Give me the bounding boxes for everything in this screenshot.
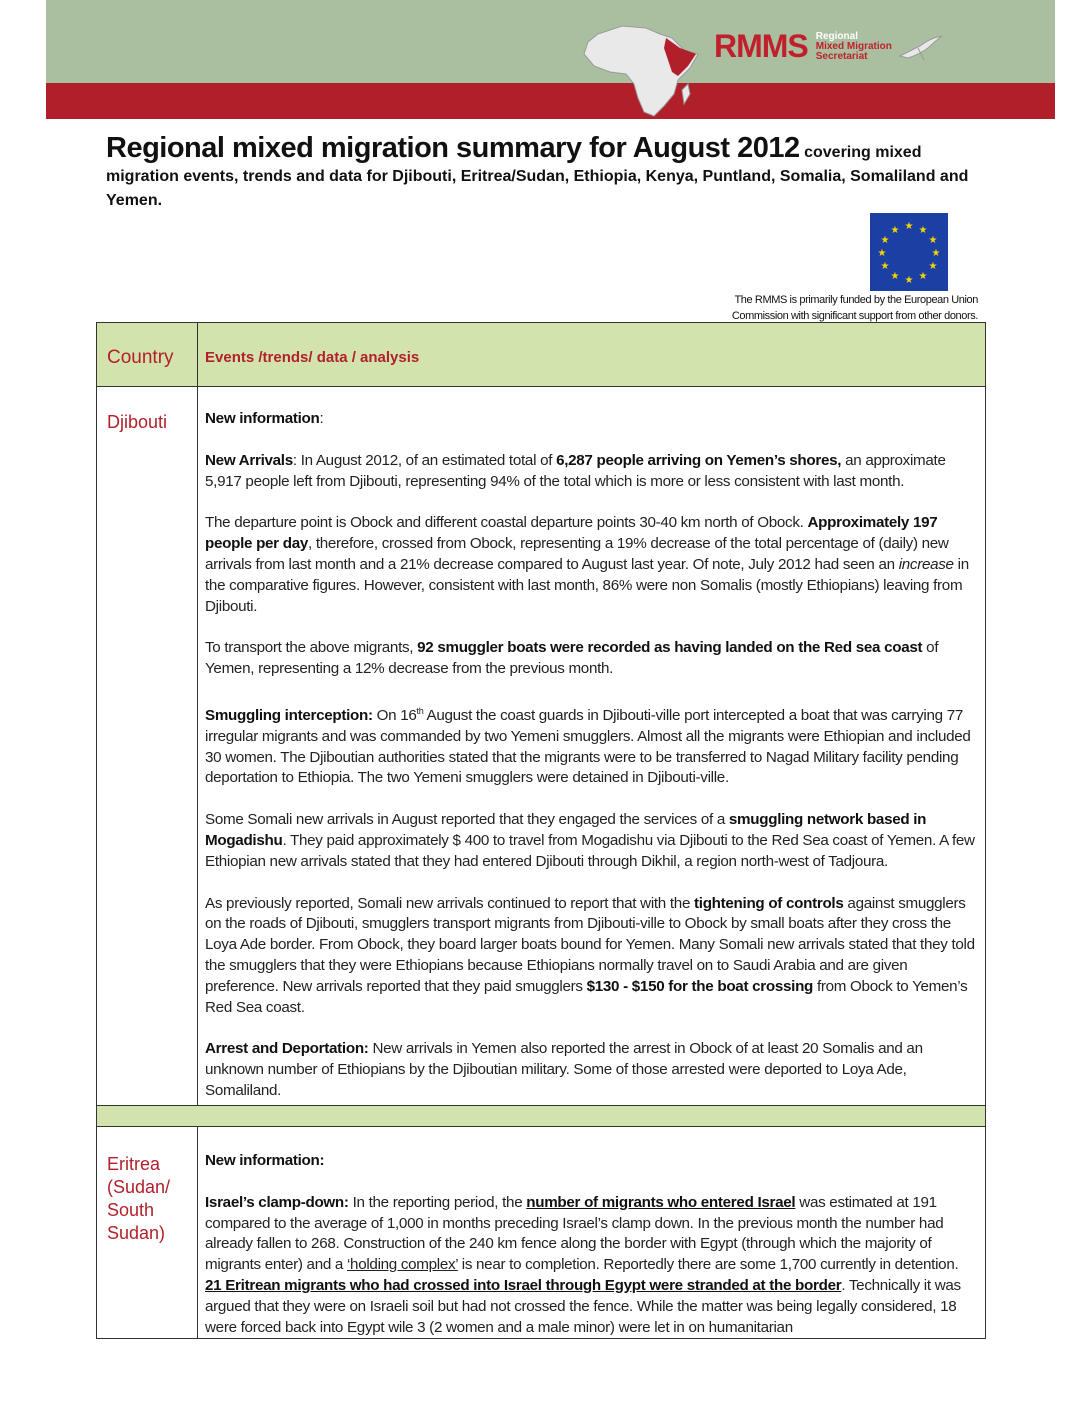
- svg-text:★: ★: [904, 275, 914, 286]
- djibouti-para-arrest: Arrest and Deportation: New arrivals in Yemen also reported the arrest in Obock of at least 20 Somalis and an unknown number of Ethiopians by the Djiboutian military. Some of those arrested were deported to Loya Ade, Somaliland.: [205, 1040, 923, 1099]
- eu-flag-icon: [870, 213, 948, 291]
- svg-text:★: ★: [904, 221, 914, 232]
- africa-map-icon: [580, 24, 700, 118]
- eritrea-content: [205, 1151, 977, 1359]
- svg-text:★: ★: [880, 235, 890, 246]
- svg-text:★: ★: [918, 271, 928, 282]
- title-subtitle: covering mixed migration events, trends and data for Djibouti, Eritrea/Sudan, Ethiopia, Kenya, Puntland, Somalia, Somaliland and Yemen.: [106, 144, 969, 209]
- logo-line-3: Secretariat: [815, 50, 868, 62]
- logo-abbr: RMMS: [714, 28, 808, 64]
- svg-text:★: ★: [890, 271, 900, 282]
- title-main: Regional mixed migration summary for August 2012: [106, 132, 800, 164]
- summary-table: [96, 322, 986, 1339]
- header-red-band: [46, 83, 1055, 119]
- header-country: Country: [107, 347, 174, 368]
- country-eritrea: Eritrea (Sudan/ South Sudan): [107, 1154, 171, 1243]
- djibouti-para-interception: Smuggling interception: On 16th August the coast guards in Djibouti-ville port intercepted a boat that was carrying 77 irregular migrants and was commanded by two Yemeni smugglers. Almost all the migrants were Ethiopian and included 30 women. The Djiboutian authorities stated that the migrants were to be transferred to Nagad Military facility pending deportation to Ethiopia. The two Yemeni smugglers were detained in Djibouti-ville.: [205, 705, 971, 787]
- document-title: [106, 132, 986, 213]
- logo-fullname: [816, 32, 892, 62]
- logo-line-1: Regional: [815, 30, 858, 42]
- svg-text:★: ★: [931, 248, 941, 259]
- svg-text:★: ★: [928, 235, 938, 246]
- djibouti-new-info: New information:: [205, 410, 324, 427]
- svg-text:★: ★: [890, 225, 900, 236]
- header-events: Events /trends/ data / analysis: [205, 349, 420, 366]
- funding-note: The RMMS is primarily funded by the European Union Commission with significant support from other donors.: [731, 294, 978, 322]
- eritrea-para-israel: Israel’s clamp-down: In the reporting period, the number of migrants who entered Israel was estimated at 191 compared to the average of 1,000 in months preceding Israel’s clamp down. In the previous month the number had already fallen to 268. Construction of the 240 km fence along the border with Egypt (through which the majority of migrants enter) and a ‘holding complex’ is near to completion. Reportedly there are some 1,700 currently in detention. 21 Eritrean migrants who had crossed into Israel through Egypt were stranded at the border. Technically it was argued that they were on Israeli soil but had not crossed the fence. While the matter was being legally considered, 18 were forced back into Egypt wile 3 (2 women and a male minor) were let in on humanitarian: [205, 1193, 961, 1336]
- djibouti-content: [205, 409, 977, 1123]
- table-header-row: [97, 323, 985, 387]
- rmms-logo: [714, 28, 944, 65]
- djibouti-para-network: Some Somali new arrivals in August reported that they engaged the services of a smuggling network based in Mogadishu. They paid approximately $ 400 to travel from Mogadishu via Djibouti to the Red Sea coast of Yemen. A few Ethiopian new arrivals stated that they had entered Djibouti through Dikhil, a region north-west of Tadjoura.: [205, 811, 975, 870]
- svg-text:★: ★: [928, 261, 938, 272]
- column-divider: [197, 323, 198, 1338]
- svg-text:★: ★: [877, 248, 887, 259]
- djibouti-para-boats: To transport the above migrants, 92 smuggler boats were recorded as having landed on the Red sea coast of Yemen, representing a 12% decrease from the previous month.: [205, 639, 939, 678]
- djibouti-para-controls: As previously reported, Somali new arrivals continued to report that with the tightening of controls against smugglers on the roads of Djibouti, smugglers transport migrants from Djibouti-ville to Obock by small boats after they cross the Loya Ade border. From Obock, they board larger boats bound for Yemen. Many Somali new arrivals stated that they told the smugglers that they were Ethiopians because Ethiopians normally travel on to Saudi Arabia and are given preference. New arrivals reported that they paid smugglers $130 - $150 for the boat crossing from Obock to Yemen’s Red Sea coast.: [205, 894, 975, 1016]
- svg-text:★: ★: [880, 261, 890, 272]
- logo-line-2: Mixed Migration: [815, 40, 892, 52]
- section-separator-row: [97, 1105, 985, 1127]
- eritrea-new-info: New information:: [205, 1152, 325, 1169]
- svg-text:★: ★: [918, 225, 928, 236]
- djibouti-para-departure: The departure point is Obock and different coastal departure points 30-40 km north of Obock. Approximately 197 people per day, therefore, crossed from Obock, representing a 19% decrease of the total percentage of (daily) new arrivals from last month and a 21% decrease compared to August last year. Of note, July 2012 had seen an increase in the comparative figures. However, consistent with last month, 86% were non Somalis (mostly Ethiopians) leaving from Djibouti.: [205, 514, 969, 615]
- bird-icon: [898, 32, 944, 62]
- djibouti-para-arrivals: New Arrivals: In August 2012, of an estimated total of 6,287 people arriving on Yemen’s shores, an approximate 5,917 people left from Djibouti, representing 94% of the total which is more or less consistent with last month.: [205, 451, 946, 490]
- country-djibouti: Djibouti: [107, 412, 168, 432]
